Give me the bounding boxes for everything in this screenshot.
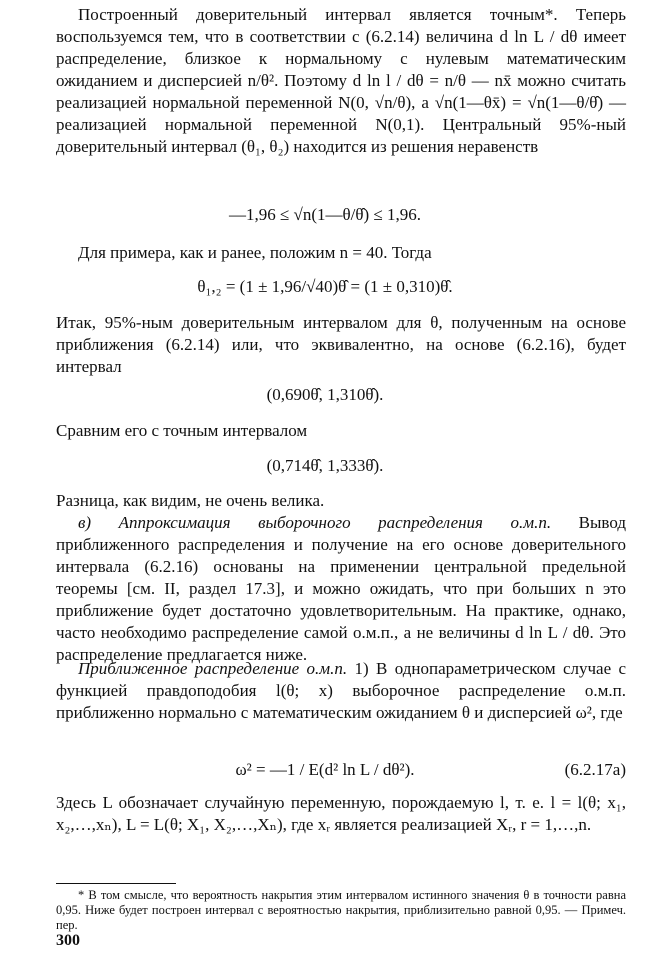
- formula-exact-interval: (0,714θ̂, 1,333θ̂).: [266, 456, 384, 475]
- footnote: * В том смысле, что вероятность накрытия этим интервалом истинного значения θ в точности равна 0,95. Ниже будет построен интервал с вероятностью накрытия, приблизительно равной 0,95. — Примеч. пер.: [56, 888, 626, 932]
- formula-approx-interval: (0,690θ̂, 1,310θ̂).: [266, 385, 384, 404]
- approx-distribution-body: 1) В однопараметрическом случае с функцией правдоподобия l(θ; x) выборочное распределение о.м.п. приближенно нормально с математическим ожиданием θ и дисперсией ω², где: [56, 659, 627, 722]
- footnote-divider: [56, 883, 176, 884]
- approx-distribution-heading: Приближенное распределение о.м.п.: [78, 659, 348, 678]
- paragraph-compare: Сравним его с точным интервалом: [56, 421, 308, 440]
- formula-inequality: —1,96 ≤ √n(1—θ/θ̂) ≤ 1,96.: [228, 205, 422, 224]
- paragraph-approx-interval: Итак, 95%-ным доверительным интервалом для θ, полученным на основе приближения (6.2.14) или, что эквивалентно, на основе (6.2.16), будет интервал: [56, 313, 626, 376]
- page-number: 300: [56, 932, 80, 949]
- equation-number: (6.2.17a): [564, 760, 626, 779]
- paragraph-section-c: [56, 512, 626, 666]
- section-c-body: Вывод приближенного распределения и получение на его основе доверительного интервала (6.2.16) основаны на применении центральной предельной теоремы [см. II, раздел 17.3], и можно ожидать, что при больших n это приближение будет достаточно удовлетворительным. На практике, однако, часто необходимо распределение самой о.м.п., а не величины d ln L / dθ. Это распределение предлагается ниже.: [56, 513, 626, 664]
- formula-theta-bounds: θ₁,₂ = (1 ± 1,96/√40)θ̂ = (1 ± 0,310)θ̂.: [197, 277, 453, 296]
- paragraph-difference: Разница, как видим, не очень велика.: [56, 491, 325, 510]
- formula-variance: ω² = —1 / E(d² ln L / dθ²).: [235, 760, 415, 779]
- paragraph-approx-distribution: [56, 658, 626, 724]
- paragraph-example: Для примера, как и ранее, положим n = 40. Тогда: [78, 243, 432, 262]
- paragraph-intro: Построенный доверительный интервал является точным*. Теперь воспользуемся тем, что в соответствии с (6.2.14) величина d ln L / dθ имеет распределение, близкое к нормальному с нулевым математическим ожиданием и дисперсией n/θ². Поэтому d ln l / dθ = n/θ — nx̄ можно считать реализацией нормальной переменной N(0, √n/θ), а √n(1—θx̄) = √n(1—θ/θ̂) — реализацией нормальной переменной N(0,1). Центральный 95%-ный доверительный интервал (θ₁, θ₂) находится из решения неравенств: [56, 5, 626, 156]
- section-c-heading: в) Аппроксимация выборочного распределения о.м.п.: [78, 513, 552, 532]
- paragraph-notation: Здесь L обозначает случайную переменную, порождаемую l, т. е. l = l(θ; x₁, x₂,…,xₙ), L = L(θ; X₁, X₂,…,Xₙ), где xᵣ является реализацией Xᵣ, r = 1,…,n.: [56, 793, 626, 834]
